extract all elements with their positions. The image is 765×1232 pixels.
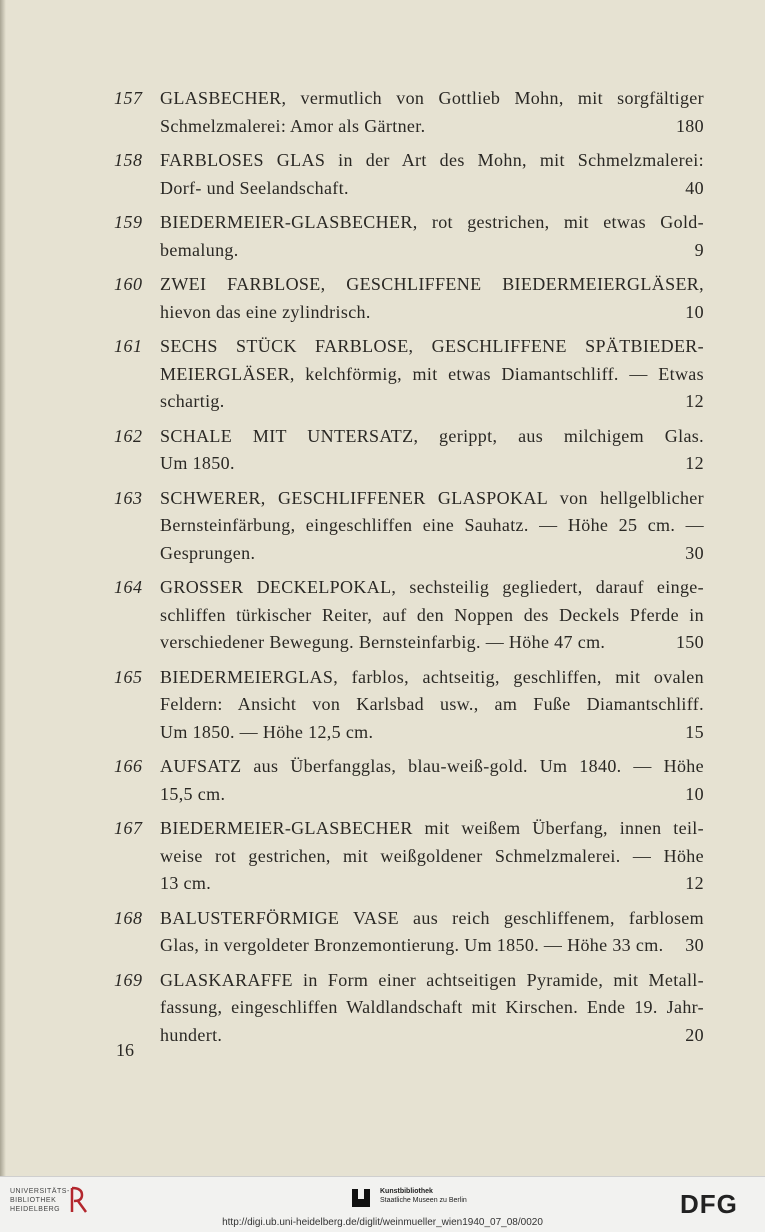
lot-price: 180 <box>675 115 704 136</box>
university-library-label <box>10 1187 70 1214</box>
description-line: weise rot gestrichen, mit weißgoldener Schmelzmalerei. — Höhe <box>160 845 704 866</box>
description-line: Bernsteinfärbung, eingeschliffen eine Sauhatz. — Höhe 25 cm. — <box>160 515 704 535</box>
university-logo-icon <box>68 1186 90 1214</box>
description-last-line <box>160 299 704 327</box>
catalog-entry <box>114 485 704 568</box>
lot-description <box>160 147 704 202</box>
lot-number: 163 <box>114 487 143 508</box>
kunstbibliothek-logo-icon <box>350 1187 372 1209</box>
catalog-entry <box>114 423 704 478</box>
description-line: Glas, in vergoldeter Bronzemontierung. Um 1850. — Höhe 33 cm. <box>160 935 664 955</box>
description-line: hievon das eine zylindrisch. <box>160 301 371 322</box>
university-line-2: BIBLIOTHEK <box>10 1197 57 1204</box>
page-edge-shadow <box>0 0 6 1176</box>
lot-price: 12 <box>685 453 704 473</box>
description-line: GLASBECHER, vermutlich von Gottlieb Mohn, mit sorgfältiger <box>160 88 704 108</box>
lot-price: 10 <box>685 783 704 804</box>
description-line: Gesprungen. <box>160 542 256 563</box>
description-line: schliffen türkischer Reiter, auf den Noppen des Deckels Pferde in <box>160 604 704 625</box>
lot-price: 12 <box>685 391 704 411</box>
lot-number: 162 <box>114 425 143 446</box>
description-line: fassung, eingeschliffen Waldlandschaft mit Kirschen. Ende 19. Jahr- <box>160 997 704 1017</box>
lot-price: 30 <box>685 935 704 955</box>
description-last-line <box>160 870 704 898</box>
description-last-line <box>160 237 704 265</box>
footer-bar <box>0 1176 765 1232</box>
university-line-3: HEIDELBERG <box>10 1206 61 1213</box>
catalog-entry <box>114 967 704 1050</box>
description-line: schartig. <box>160 391 225 411</box>
description-last-line <box>160 540 704 568</box>
lot-description <box>160 333 704 416</box>
lot-description <box>160 815 704 898</box>
lot-description <box>160 967 704 1050</box>
catalog-entry <box>114 815 704 898</box>
lot-price: 12 <box>685 873 704 893</box>
catalog-entries <box>114 85 704 1049</box>
description-line: BIEDERMEIER-GLASBECHER, rot gestrichen, mit etwas Gold- <box>160 212 704 232</box>
description-line: Dorf- und Seelandschaft. <box>160 177 349 198</box>
description-line: BIEDERMEIERGLAS, farblos, achtseitig, geschliffen, mit ovalen <box>160 666 704 687</box>
lot-description <box>160 664 704 747</box>
lot-price: 10 <box>685 301 704 322</box>
description-line: 13 cm. <box>160 873 212 893</box>
lot-number: 165 <box>114 666 143 687</box>
source-url-link[interactable]: http://digi.ub.uni-heidelberg.de/diglit/weinmueller_wien1940_07_08/0020 <box>222 1217 543 1228</box>
catalog-entry <box>114 333 704 416</box>
description-line: FARBLOSES GLAS in der Art des Mohn, mit Schmelzmalerei: <box>160 150 704 170</box>
lot-number: 161 <box>114 336 143 356</box>
description-line: SCHALE MIT UNTERSATZ, gerippt, aus milchigem Glas. <box>160 425 704 446</box>
catalog-entry <box>114 147 704 202</box>
kunstbibliothek-label <box>380 1187 467 1205</box>
catalog-entry <box>114 753 704 808</box>
catalog-entry <box>114 271 704 326</box>
lot-number: 159 <box>114 212 143 232</box>
kb-title: Kunstbibliothek <box>380 1188 433 1195</box>
lot-description <box>160 485 704 568</box>
description-line: SECHS STÜCK FARBLOSE, GESCHLIFFENE SPÄTBIEDER- <box>160 336 704 356</box>
description-last-line <box>160 629 704 657</box>
description-line: 15,5 cm. <box>160 783 226 804</box>
description-line: GROSSER DECKELPOKAL, sechsteilig gegliedert, darauf einge- <box>160 577 704 597</box>
description-line: hundert. <box>160 1024 223 1045</box>
lot-number: 167 <box>114 818 143 838</box>
description-line: BIEDERMEIER-GLASBECHER mit weißem Überfang, innen teil- <box>160 818 704 838</box>
description-last-line <box>160 388 704 416</box>
lot-description <box>160 209 704 264</box>
description-line: GLASKARAFFE in Form einer achtseitigen Pyramide, mit Metall- <box>160 969 704 990</box>
lot-price: 9 <box>694 239 704 260</box>
lot-description <box>160 905 704 960</box>
lot-number: 168 <box>114 907 143 928</box>
university-line-1: UNIVERSITÄTS- <box>10 1188 70 1195</box>
catalog-entry <box>114 574 704 657</box>
lot-description <box>160 423 704 478</box>
lot-price: 15 <box>685 721 704 742</box>
lot-price: 30 <box>685 542 704 563</box>
lot-description <box>160 85 704 140</box>
description-line: Feldern: Ansicht von Karlsbad usw., am Fuße Diamantschliff. <box>160 694 704 714</box>
description-last-line <box>160 113 704 141</box>
description-last-line <box>160 1022 704 1050</box>
description-last-line <box>160 719 704 747</box>
description-line: SCHWERER, GESCHLIFFENER GLASPOKAL von hellgelblicher <box>160 487 704 508</box>
description-last-line <box>160 175 704 203</box>
description-line: verschiedener Bewegung. Bernsteinfarbig. — Höhe 47 cm. <box>160 632 606 652</box>
description-last-line <box>160 450 704 478</box>
description-last-line <box>160 932 704 960</box>
lot-price: 40 <box>685 177 704 198</box>
catalog-entry <box>114 905 704 960</box>
lot-description <box>160 574 704 657</box>
dfg-logo: DFG <box>680 1189 738 1219</box>
lot-number: 164 <box>114 577 143 597</box>
catalog-entry <box>114 209 704 264</box>
page-number: 16 <box>116 1040 134 1060</box>
lot-price: 20 <box>685 1024 704 1045</box>
lot-number: 169 <box>114 969 143 990</box>
kb-subtitle: Staatliche Museen zu Berlin <box>380 1197 467 1204</box>
catalog-entry <box>114 85 704 140</box>
description-line: AUFSATZ aus Überfangglas, blau-weiß-gold. Um 1840. — Höhe <box>160 756 704 776</box>
lot-description <box>160 753 704 808</box>
lot-description <box>160 271 704 326</box>
description-line: Schmelzmalerei: Amor als Gärtner. <box>160 115 426 136</box>
lot-number: 158 <box>114 150 143 170</box>
lot-number: 157 <box>114 88 143 108</box>
description-line: Um 1850. <box>160 453 235 473</box>
description-line: BALUSTERFÖRMIGE VASE aus reich geschliffenem, farblosem <box>160 907 704 928</box>
description-line: Um 1850. — Höhe 12,5 cm. <box>160 721 374 742</box>
description-line: bemalung. <box>160 239 239 260</box>
description-line: MEIERGLÄSER, kelchförmig, mit etwas Diamantschliff. — Etwas <box>160 363 704 384</box>
lot-number: 160 <box>114 274 143 294</box>
catalog-entry <box>114 664 704 747</box>
lot-price: 150 <box>675 632 704 652</box>
description-last-line <box>160 781 704 809</box>
description-line: ZWEI FARBLOSE, GESCHLIFFENE BIEDERMEIERGLÄSER, <box>160 274 704 294</box>
lot-number: 166 <box>114 756 143 776</box>
